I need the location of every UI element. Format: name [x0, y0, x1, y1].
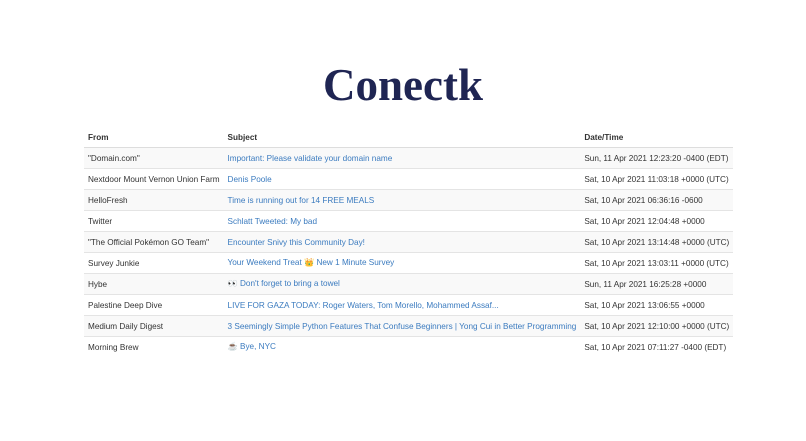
subject-link[interactable]: 👀 Don't forget to bring a towel [227, 279, 340, 288]
from-cell: "Domain.com" [84, 148, 224, 169]
table-row [84, 190, 733, 211]
table-row [84, 169, 733, 190]
table-row [84, 337, 733, 358]
subject-cell [224, 211, 581, 232]
datetime-cell: Sat, 10 Apr 2021 07:11:27 -0400 (EDT) [580, 337, 733, 358]
subject-link[interactable]: LIVE FOR GAZA TODAY: Roger Waters, Tom Morello, Mohammed Assaf... [227, 300, 499, 310]
from-cell: Nextdoor Mount Vernon Union Farm [84, 169, 224, 190]
subject-link[interactable]: Your Weekend Treat 👑 New 1 Minute Survey [227, 258, 395, 267]
app-title: Conectk [323, 60, 483, 110]
from-cell: Medium Daily Digest [84, 316, 224, 337]
from-cell: "The Official Pokémon GO Team" [84, 232, 224, 253]
table-row [84, 295, 733, 316]
subject-cell [224, 316, 581, 337]
subject-cell [224, 190, 581, 211]
table-row [84, 274, 733, 295]
from-cell: Hybe [84, 274, 224, 295]
column-header-datetime: Date/Time [580, 128, 733, 148]
datetime-cell: Sat, 10 Apr 2021 13:14:48 +0000 (UTC) [580, 232, 733, 253]
datetime-cell: Sun, 11 Apr 2021 16:25:28 +0000 [580, 274, 733, 295]
subject-link[interactable]: Important: Please validate your domain name [227, 153, 393, 163]
subject-link[interactable]: Denis Poole [227, 174, 272, 184]
subject-link[interactable]: Time is running out for 14 FREE MEALS [227, 195, 375, 205]
column-header-subject: Subject [224, 128, 581, 148]
subject-link[interactable]: Schlatt Tweeted: My bad [227, 216, 318, 226]
subject-link[interactable]: 3 Seemingly Simple Python Features That Confuse Beginners | Yong Cui in Better Programming [227, 321, 577, 331]
from-cell: HelloFresh [84, 190, 224, 211]
from-cell: Survey Junkie [84, 253, 224, 274]
table-header-row [84, 128, 733, 148]
from-cell: Twitter [84, 211, 224, 232]
datetime-cell: Sat, 10 Apr 2021 12:04:48 +0000 [580, 211, 733, 232]
datetime-cell: Sat, 10 Apr 2021 11:03:18 +0000 (UTC) [580, 169, 733, 190]
datetime-cell: Sat, 10 Apr 2021 12:10:00 +0000 (UTC) [580, 316, 733, 337]
from-cell: Morning Brew [84, 337, 224, 358]
subject-cell [224, 253, 581, 274]
datetime-cell: Sat, 10 Apr 2021 06:36:16 -0600 [580, 190, 733, 211]
subject-cell [224, 274, 581, 295]
table-row [84, 211, 733, 232]
subject-link[interactable]: Encounter Snivy this Community Day! [227, 237, 365, 247]
datetime-cell: Sat, 10 Apr 2021 13:06:55 +0000 [580, 295, 733, 316]
subject-link[interactable]: ☕ Bye, NYC [227, 342, 276, 351]
from-cell: Palestine Deep Dive [84, 295, 224, 316]
table-row [84, 253, 733, 274]
table-row [84, 316, 733, 337]
datetime-cell: Sat, 10 Apr 2021 13:03:11 +0000 (UTC) [580, 253, 733, 274]
subject-cell [224, 148, 581, 169]
table-row [84, 232, 733, 253]
subject-cell [224, 337, 581, 358]
column-header-from: From [84, 128, 224, 148]
subject-cell [224, 232, 581, 253]
subject-cell [224, 295, 581, 316]
subject-cell [224, 169, 581, 190]
datetime-cell: Sun, 11 Apr 2021 12:23:20 -0400 (EDT) [580, 148, 733, 169]
table-row [84, 148, 733, 169]
email-table [84, 128, 733, 357]
